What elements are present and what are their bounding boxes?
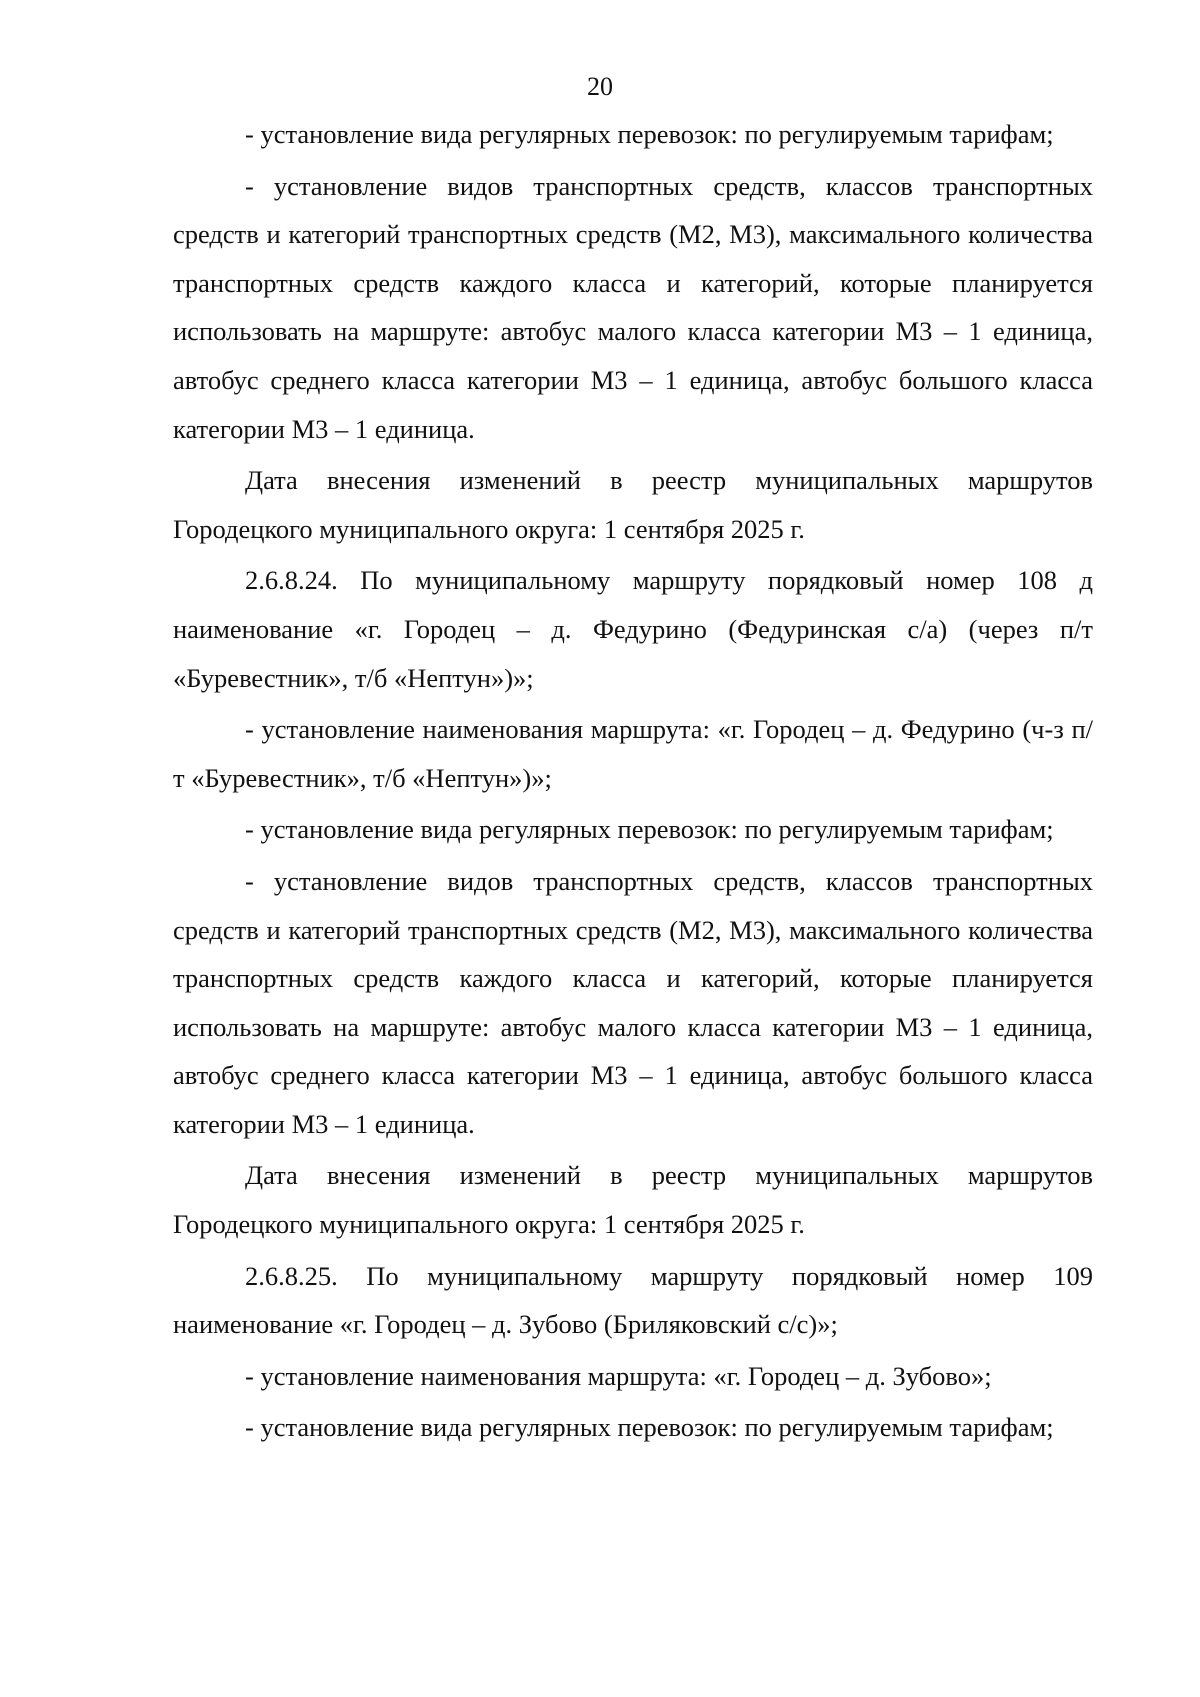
paragraph: 2.6.8.24. По муниципальному маршруту порядковый номер 108 д наименование «г. Городец – д. Федурино (Федуринская с/а) (через п/т «Буревестник», т/б «Нептун»)»; xyxy=(173,565,1093,693)
paragraph: - установление видов транспортных средств, классов транспортных средств и категорий транспортных средств (М2, М3), максимального количества транспортных средств каждого класса и категорий, которые планируется использовать на маршруте: автобус малого класса категории М3 – 1 единица, автобус среднего класса категории М3 – 1 единица, автобус большого класса категории М3 – 1 единица. xyxy=(173,170,1093,444)
paragraph: Дата внесения изменений в реестр муниципальных маршрутов Городецкого муниципального округа: 1 сентября 2025 г. xyxy=(173,1160,1093,1240)
paragraph: - установление наименования маршрута: «г. Городец – д. Федурино (ч-з п/т «Буревестник», т/б «Нептун»)»; xyxy=(173,714,1093,793)
paragraph: - установление вида регулярных перевозок: по регулируемым тарифам; xyxy=(245,119,1054,149)
paragraph: 2.6.8.25. По муниципальному маршруту порядковый номер 109 наименование «г. Городец – д. Зубово (Бриляковский с/с)»; xyxy=(173,1260,1093,1340)
paragraph: - установление видов транспортных средств, классов транспортных средств и категорий транспортных средств (М2, М3), максимального количества транспортных средств каждого класса и категорий, которые планируется использовать на маршруте: автобус малого класса категории М3 – 1 единица, автобус среднего класса категории М3 – 1 единица, автобус большого класса категории М3 – 1 единица. xyxy=(173,865,1093,1139)
paragraph: Дата внесения изменений в реестр муниципальных маршрутов Городецкого муниципального округа: 1 сентября 2025 г. xyxy=(173,465,1093,544)
page-number: 20 xyxy=(587,72,613,101)
paragraph: - установление наименования маршрута: «г. Городец – д. Зубово»; xyxy=(245,1360,992,1391)
paragraph: - установление вида регулярных перевозок: по регулируемым тарифам; xyxy=(245,814,1054,845)
document-body xyxy=(173,110,1093,1455)
paragraph: - установление вида регулярных перевозок: по регулируемым тарифам; xyxy=(245,1412,1054,1443)
